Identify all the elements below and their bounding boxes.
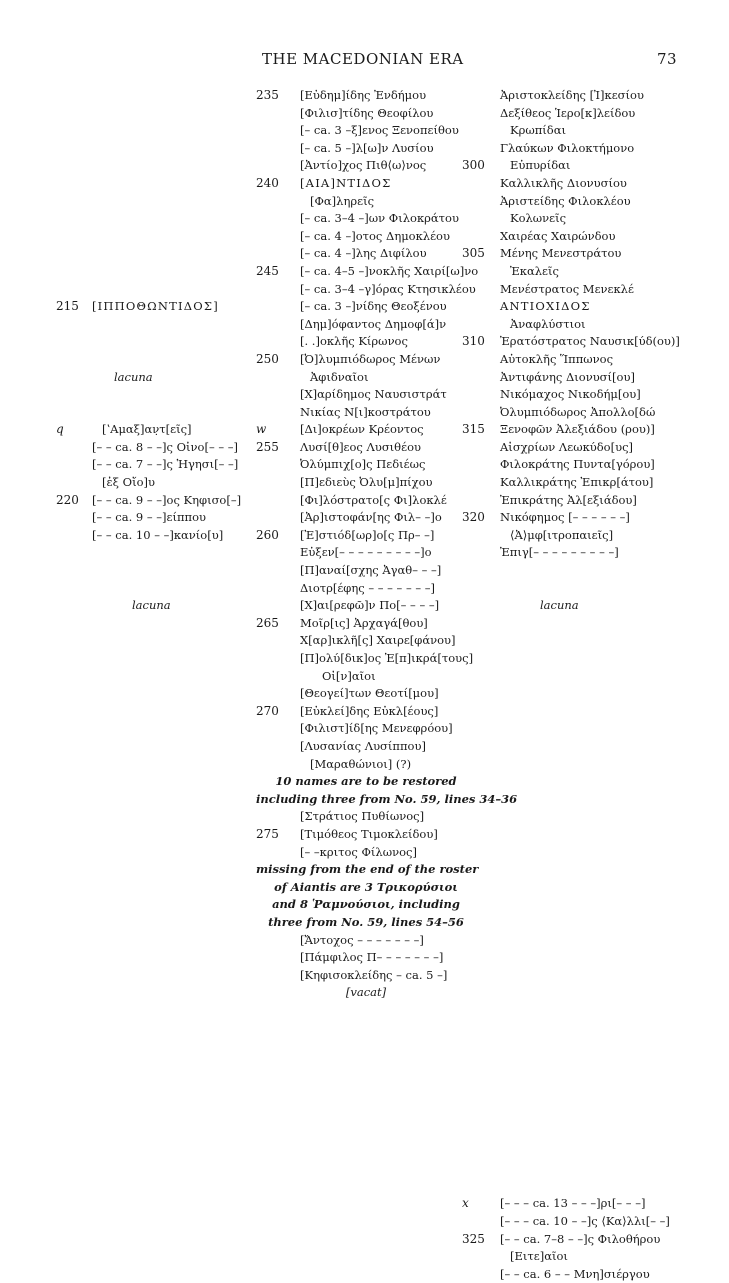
line-text: [ΑΙΑ]ΝΤΙΔΟΣ [300,175,392,190]
line-text: [. .]οκλῆς Κίρωνος [300,334,408,349]
line-text: [– – ca. 7–8 – –]ς Φιλοθήρου [500,1231,661,1246]
line-text: [Ειτε]αῖοι [510,1249,568,1264]
line-text: [Ἄντοχος – – – – – – –] [300,932,424,947]
line-text: Ἀναφλύστιοι [510,316,586,331]
line-text: [ΙΠΠΟΘΩΝΤΙΔΟΣ] [92,299,219,314]
roster-line [256,87,476,105]
line-text: Ἀριστοκλείδης [Ἰ]κεσίου [500,88,644,102]
line-number: 245 [256,263,279,278]
line-text: Ὀλυμπιόδωρος Ἀπολλο[δώ [500,404,656,419]
line-text: [Κηφισοκλείδης – ca. 5 –] [300,967,448,982]
line-text: [Φα]ληρεῖς [310,193,375,208]
roster-line [256,544,476,562]
line-text: [– – – ca. 10 – –]ς ⟨Κα⟩λλι[– –] [500,1214,670,1228]
line-text: Καλλικλῆς Διονυσίου [500,175,627,190]
line-text: lacuna [132,598,171,613]
line-text: [Στράτιος Πυθίωνος] [300,809,425,824]
roster-line [256,527,476,545]
line-number: 240 [256,175,279,190]
roster-line [256,263,479,281]
line-text: Ξενοφῶν Ἀλεξιάδου (ρου)] [500,422,655,437]
roster-line [256,298,476,316]
line-number: 310 [462,334,485,349]
roster-line [256,369,476,387]
line-text: [– ca. 4–5 –]νοκλῆς Χαιρί[ω]νο [300,263,479,278]
line-text: ⟨Ἀ⟩μφ[ιτροπαιεῖς] [510,527,614,542]
line-text: [Π]ολύ[δικ]ος Ἐ[π]ικρά[τους] [300,651,474,665]
line-text: Δεξίθεος Ἱερο[κ]λείδου [500,105,636,120]
line-text: Μοῖρ[ις] Ἀρχαγά[θου] [300,615,428,630]
line-text: [Ἀντίο]χος Πιθ⟨ω⟩νος [300,158,427,173]
line-number: 325 [462,1231,485,1246]
roster-line [256,668,476,686]
line-text: [Δημ]όφαντος Δημοφ[ά]ν [300,316,447,331]
line-text: Ἀντιφάνης Διονυσί[ου] [500,369,635,384]
line-text: Διοτρ[έφης – – – – – – –] [300,580,436,595]
line-text: Ἀφιδναῖοι [310,369,369,384]
line-text: lacuna [114,369,153,384]
line-text: of Aiantis are 3 Τρικορύσιοι [274,879,458,894]
roster-line [256,615,476,633]
editorial-note [256,861,479,879]
line-text: Χ[αρ]ικλῆ[ς] Χαιρε[φάνου] [300,633,456,648]
line-text: [Δι]οκρέων Κρέοντος [300,422,424,437]
line-text: [– ca. 3–4 –γ]όρας Κτησικλέου [300,281,476,296]
line-text: [Θεογεί]των Θεοτί[μου] [300,686,439,701]
line-number: 275 [256,826,279,841]
line-text: Αἰσχρίων Λεωκύδο[υς] [500,439,633,454]
line-number: 305 [462,246,485,261]
roster-line [256,474,476,492]
line-text: Ἀριστείδης Φιλοκλέου [500,193,631,208]
line-text: [Π]αναί[σχης Ἀγαθ– – –] [300,563,442,578]
roster-line [256,685,476,703]
roster-line [256,632,476,650]
line-number: 255 [256,439,279,454]
line-text: [ʽΑμαξ]αν̣τ[εῖς] [102,422,192,437]
line-number: x [462,1196,469,1211]
line-text: ΑΝΤΙΟΧΙΔΟΣ [500,299,591,314]
line-text: [– ca. 4 –]οτος Δημοκλέου [300,228,450,243]
roster-line [256,245,476,263]
line-number: 215 [56,299,79,314]
roster-line [256,193,476,211]
line-text: [Λυσανίας Λυσίππου] [300,738,426,753]
line-number: 250 [256,351,279,366]
roster-line [256,844,476,862]
line-text: [– –κριτος Φίλωνος] [300,844,417,859]
line-text: [Χ]αι[ρεφῶ]ν Πο[– – – –] [300,598,440,613]
roster-line [256,228,476,246]
roster-line [256,650,476,668]
line-text: [Φιλιστ]ίδ[ης Μενεφρόου] [300,721,453,736]
line-text: [– – ca. 7 – –]ς Ἡγησι[– –] [92,457,239,472]
line-text: Μένης Μενεστράτου [500,246,622,261]
roster-line [256,720,476,738]
line-text: [– – ca. 9 – –]είππου [92,510,207,525]
line-text: Ἐπικράτης Ἀλ[εξιάδου] [500,492,637,507]
line-number: q [56,422,64,437]
line-text: [Εὐκλεί]δης Εὐκλ[έους] [300,703,439,718]
line-text: Ἐπιγ[– – – – – – – – –] [500,545,619,560]
roster-line [256,140,476,158]
line-number: 260 [256,527,279,542]
line-text: [Τιμόθεος Τιμοκλείδου] [300,826,438,841]
roster-line [256,105,476,123]
line-text: [– – – ca. 13 – – –]ρι[– – –] [500,1196,646,1211]
line-text: Νικόμαχος Νικοδήμ[ου] [500,387,641,402]
line-text: Εὐξεν[– – – – – – – – –]ο [300,545,432,560]
roster-line [256,421,476,439]
line-text: Χαιρέας Χαιρώνδου [500,228,616,243]
line-text: Ἐρατόστρατος Ναυσικ[ύδ(ου)] [500,334,680,349]
roster-line [256,967,476,985]
line-text: including three from No. 59, lines 34–36 [256,791,518,806]
line-text: [– – ca. 10 – –]κανίο[υ] [92,527,224,542]
roster-line [256,932,476,950]
line-text: Εὐπυρίδαι [510,158,571,173]
line-text: [– ca. 5 –]λ[ω]ν Λυσίου [300,140,434,155]
roster-line [256,122,476,140]
line-text: Ὀλύμπιχ[ο]ς Πεδιέως [300,457,426,472]
line-text: Οἰ[ν]αῖοι [322,668,376,683]
line-text: and 8 Ῥαμνούσιοι, including [272,897,460,912]
line-text: Καλλικράτης Ἐπικρ[άτου] [500,475,654,490]
running-title: THE MACEDONIAN ERA [262,50,464,68]
roster-line [256,808,476,826]
line-number: 300 [462,158,485,173]
line-text: Κολωνεῖς [510,211,567,226]
line-text: Φιλοκράτης Πυντα[γόρου] [500,457,655,472]
line-text: [Μαραθώνιοι] (?) [310,756,412,771]
roster-line [256,703,476,721]
line-text: Ἐκαλεῖς [510,263,559,278]
line-text: 10 names are to be restored [275,774,457,789]
roster-line [256,439,476,457]
line-text: [– – ca. 9 – –]ος Κηφισο[–] [92,492,242,507]
middle-column [256,87,518,1002]
line-text: [Χ]αρίδημος Ναυσιστράτ [300,387,447,402]
editorial-note [256,879,476,897]
line-text: [Π]εδιεὺς Ὀλυ[μ]πίχου [300,475,433,490]
line-text: [ἐξ Οἴο]υ [102,475,155,490]
line-text: [– ca. 4 –]λης Διφίλου [300,246,427,261]
line-text: [– ca. 3–4 –]ων Φιλοκράτου [300,211,459,226]
roster-line [256,738,476,756]
line-text: Λυσί[θ]εος Λυσιθέου [300,439,421,454]
roster-line [256,333,476,351]
roster-line [256,756,476,774]
line-text: [Εὐδημ]ίδης Ἐνδήμου [300,88,427,102]
line-text: Αὐτοκλῆς Ἵππωνος [500,351,614,366]
editorial-note [256,791,518,809]
roster-line [256,386,476,404]
line-text: three from No. 59, lines 54–56 [268,914,464,929]
roster-line [256,597,476,615]
line-text: [– ca. 3 –]νίδης Θεοξένου [300,299,447,314]
line-number: w [256,422,267,437]
roster-line [256,492,476,510]
line-number: 270 [256,703,279,718]
editorial-note [256,914,476,932]
roster-line [256,404,476,422]
roster-line [256,210,476,228]
roster-line [256,456,476,474]
line-text: [– – ca. 8 – –]ς Οἰνο[– – –] [92,439,239,454]
line-text: [Ὀ]λυμπιόδωρος Μένων [300,351,441,366]
line-text: Νικόφημος [– – – – – –] [500,510,630,525]
line-text: [– – ca. 6 – – Μνη]σιέργου [500,1266,650,1281]
line-text: Γλαύκων Φιλοκτήμονο [500,140,635,155]
roster-line [256,562,476,580]
line-text: missing from the end of the roster [256,862,479,877]
roster-line [256,157,476,175]
line-number: 265 [256,615,279,630]
line-text: [vacat] [345,985,387,1000]
roster-line [256,509,476,527]
editorial-note [256,773,476,791]
line-number: 235 [256,88,279,102]
line-text: lacuna [540,598,579,613]
roster-line [256,949,476,967]
line-number: 220 [56,492,79,507]
line-text: Μενέστρατος Μενεκλέ [500,281,634,296]
lacuna-marker [256,984,476,1002]
line-text: [Ἐ]στιόδ[ωρ]ο[ς Πρ– –] [300,527,435,542]
roster-line [256,826,476,844]
line-text: Κρωπίδαι [510,123,566,138]
page-number: 73 [657,50,678,68]
line-text: [Φιλισ]τίδης Θεοφίλου [300,105,434,120]
roster-line [256,580,476,598]
line-text: [– ca. 3 –ξ]ενος Ξενοπείθου [300,123,459,138]
line-number: 315 [462,422,485,437]
line-number: 320 [462,510,485,525]
roster-line [256,351,476,369]
roster-line [256,175,476,193]
roster-line [256,281,476,299]
roster-line [256,316,476,334]
editorial-note [256,896,476,914]
line-text: [Φι]λόστρατο[ς Φι]λοκλέ [300,492,447,507]
line-text: [Ἀρ]ιστοφάν[ης Φιλ– –]ο [300,510,442,525]
line-text: Νικίας Ν[ι]κοστράτου [300,404,431,419]
line-text: [Πάμφιλος Π– – – – – – –] [300,950,444,965]
